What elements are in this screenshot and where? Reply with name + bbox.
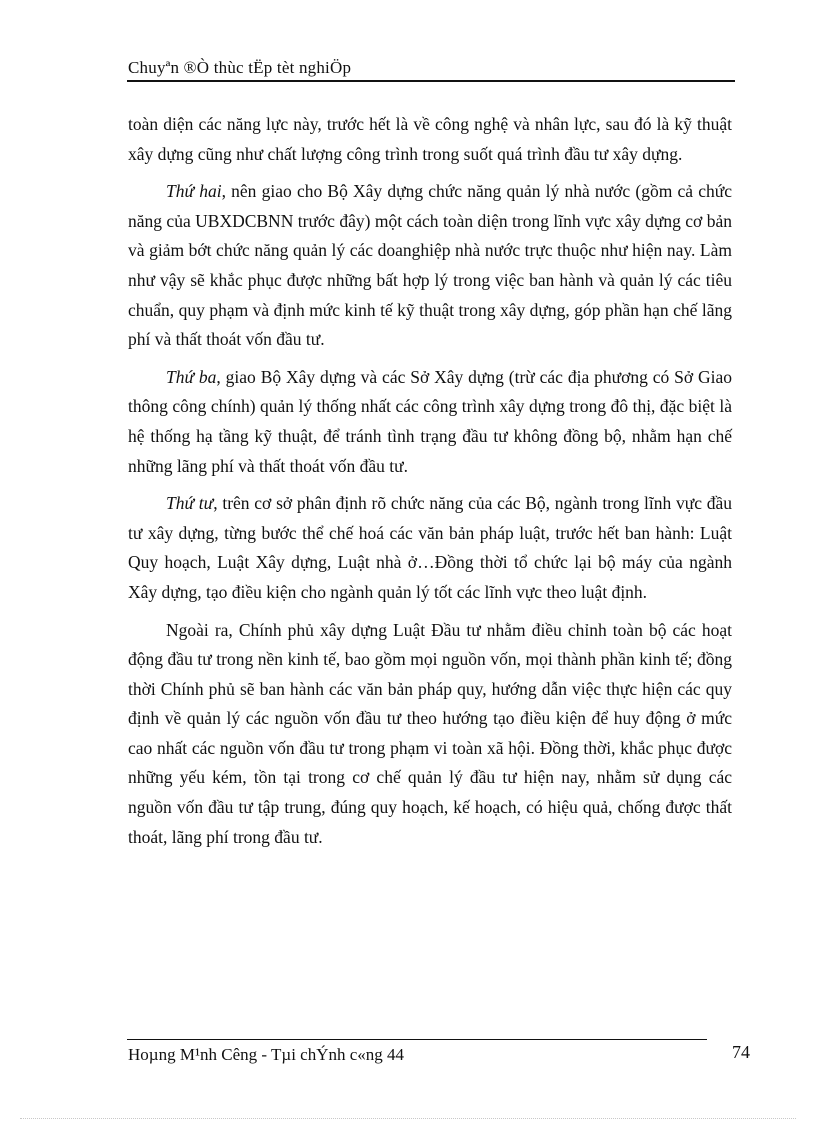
paragraph-2-lead: Thứ hai — [166, 181, 222, 202]
footer-rule — [127, 1039, 707, 1040]
running-header: Chuyªn ®Ò thùc tËp tèt nghiÖp — [128, 58, 352, 77]
paragraph-5: Ngoài ra, Chính phủ xây dựng Luật Đầu tư nhằm điều chỉnh toàn bộ các hoạt động đầu tư trong nền kinh tế, bao gồm mọi nguồn vốn, mọi thành phần kinh tế; đồng thời Chính phủ sẽ ban hành các văn bản pháp quy, hướng dẫn việc thực hiện các quy định về quản lý các nguồn vốn đầu tư theo hướng tạo điều kiện để huy động ở mức cao nhất các nguồn vốn đầu tư trong phạm vi toàn xã hội. Đồng thời, khắc phục được những yếu kém, tồn tại trong cơ chế quản lý đầu tư hiện nay, nhằm sử dụng các nguồn vốn đầu tư tập trung, đúng quy hoạch, kế hoạch, có hiệu quả, chống được thất thoát, lãng phí trong đầu tư. — [128, 619, 732, 847]
paragraph-2-text: , nên giao cho Bộ Xây dựng chức năng quản lý nhà nước (gồm cả chức năng của UBXDCBNN trước đây) một cách toàn diện trong lĩnh vực xây dựng cơ bản và giảm bớt chức năng quản lý các doanghiệp nhà nước trực thuộc như hiện nay. Làm như vậy sẽ khắc phục được những bất hợp lý trong việc ban hành và quản lý các tiêu chuẩn, quy phạm và định mức kinh tế kỹ thuật trong xây dựng, góp phần hạn chế lãng phí và thất thoát vốn đầu tư. — [128, 181, 733, 350]
page-edge-dotted-line — [20, 1118, 796, 1119]
paragraph-2 — [128, 177, 732, 355]
paragraph-4-text: , trên cơ sở phân định rõ chức năng của các Bộ, ngành trong lĩnh vực đầu tư xây dựng, từng bước thể chế hoá các văn bản pháp luật, trước hết ban hành: Luật Quy hoạch, Luật Xây dựng, Luật nhà ở…Đồng thời tổ chức lại bộ máy của ngành Xây dựng, tạo điều kiện cho ngành quản lý tốt các lĩnh vực theo luật định. — [128, 493, 733, 602]
paragraph-3 — [128, 363, 732, 481]
header-rule — [127, 80, 735, 82]
paragraph-1: toàn diện các năng lực này, trước hết là về công nghệ và nhân lực, sau đó là kỹ thuật xây dựng cũng như chất lượng công trình trong suốt quá trình đầu tư xây dựng. — [128, 114, 732, 164]
paragraph-4 — [128, 489, 732, 607]
page-number: 74 — [732, 1042, 750, 1062]
running-footer: Hoµng M¹nh Cêng - Tµi chÝnh c«ng 44 — [128, 1045, 405, 1064]
paragraph-3-text: , giao Bộ Xây dựng và các Sở Xây dựng (trừ các địa phương có Sở Giao thông công chính) quản lý thống nhất các công trình xây dựng trong đô thị, đặc biệt là hệ thống hạ tầng kỹ thuật, để tránh tình trạng đầu tư không đồng bộ, nhằm hạn chế những lãng phí và thất thoát vốn đầu tư. — [128, 366, 732, 476]
paragraph-4-lead: Thứ tư — [166, 493, 214, 514]
body-text — [128, 110, 732, 860]
paragraph-3-lead: Thứ ba — [166, 366, 217, 387]
